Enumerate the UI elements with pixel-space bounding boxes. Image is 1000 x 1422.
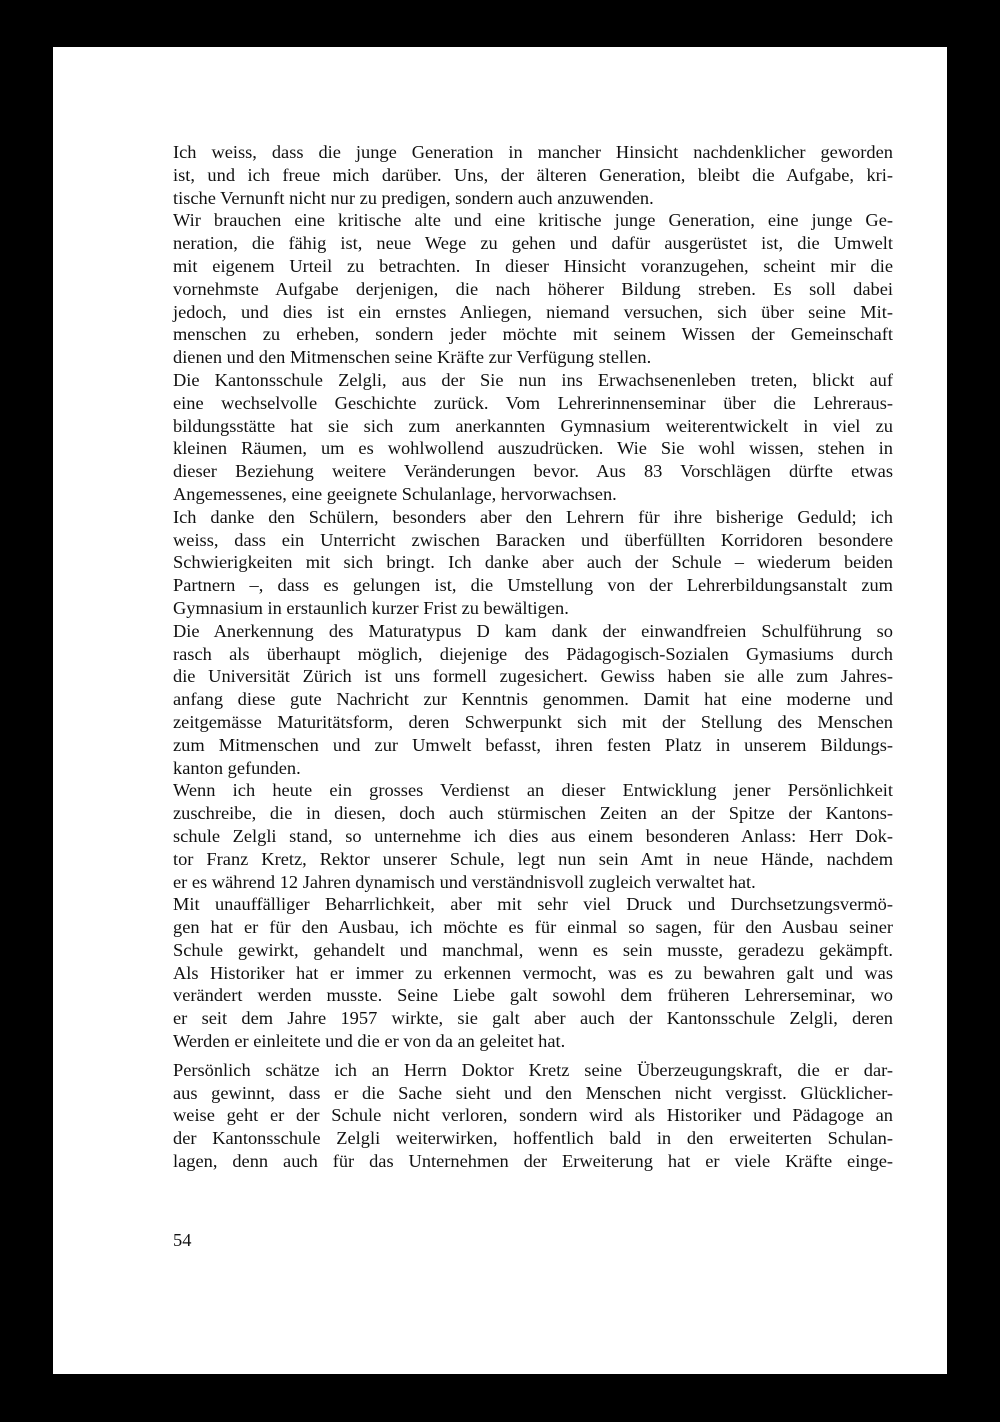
text-line: zum Mitmenschen und zur Umwelt befasst, ihren festen Platz in unserem Bildungs- <box>173 734 893 755</box>
text-line: der Kantonsschule Zelgli weiterwirken, hoffentlich bald in den erweiterten Schulan- <box>173 1128 893 1149</box>
text-line: kanton gefunden. <box>173 757 301 778</box>
text-line: er seit dem Jahre 1957 wirkte, sie galt aber auch der Kantonsschule Zelgli, deren <box>173 1008 893 1029</box>
text-line: neration, die fähig ist, neue Wege zu gehen und dafür ausgerüstet ist, die Umwelt <box>173 233 893 254</box>
text-line: rasch als überhaupt möglich, diejenige des Pädagogisch-Sozialen Gymasiums durch <box>173 643 893 664</box>
body-text <box>173 141 893 1173</box>
paragraph <box>173 209 893 369</box>
text-line: Mit unauffälliger Beharrlichkeit, aber mit sehr viel Druck und Durchsetzungsvermö- <box>173 894 893 915</box>
text-line: Persönlich schätze ich an Herrn Doktor Kretz seine Überzeugungskraft, die er dar- <box>173 1059 893 1080</box>
text-line: mit eigenem Urteil zu betrachten. In dieser Hinsicht voranzugehen, scheint mir die <box>173 255 893 276</box>
text-line: tor Franz Kretz, Rektor unserer Schule, legt nun sein Amt in neue Hände, nachdem <box>173 848 893 869</box>
text-line: Ich danke den Schülern, besonders aber den Lehrern für ihre bisherige Geduld; ich <box>173 506 893 527</box>
text-line: jedoch, und dies ist ein ernstes Anliegen, niemand versuchen, sich über seine Mit- <box>173 301 893 322</box>
text-line: Gymnasium in erstaunlich kurzer Frist zu bewältigen. <box>173 597 569 618</box>
paragraph <box>173 620 893 780</box>
text-line: er es während 12 Jahren dynamisch und verständnisvoll zugleich verwaltet hat. <box>173 871 756 892</box>
text-line: Als Historiker hat er immer zu erkennen vermocht, was es zu bewahren galt und was <box>173 962 893 983</box>
text-line: Wir brauchen eine kritische alte und eine kritische junge Generation, eine junge Ge- <box>173 210 893 231</box>
text-line: Schule gewirkt, gehandelt und manchmal, wenn es sein musste, geradezu gekämpft. <box>173 939 893 960</box>
text-line: dieser Beziehung weitere Veränderungen bevor. Aus 83 Vorschlägen dürfte etwas <box>173 461 893 482</box>
text-line: Partnern –, dass es gelungen ist, die Umstellung von der Lehrerbildungsanstalt zum <box>173 575 893 596</box>
text-line: zeitgemässe Maturitätsform, deren Schwerpunkt sich mit der Stellung des Menschen <box>173 711 893 732</box>
paragraph <box>173 141 893 209</box>
text-line: schule Zelgli stand, so unternehme ich dies aus einem besonderen Anlass: Herr Dok- <box>173 825 893 846</box>
paragraph <box>173 779 893 893</box>
text-line: tische Vernunft nicht nur zu predigen, sondern auch anzuwenden. <box>173 187 654 208</box>
paragraph <box>173 506 893 620</box>
page-number: 54 <box>173 1230 192 1250</box>
text-line: die Universität Zürich ist uns formell zugesichert. Gewiss haben sie alle zum Jahres- <box>173 666 893 687</box>
text-line: eine wechselvolle Geschichte zurück. Vom Lehrerinnenseminar über die Lehreraus- <box>173 392 893 413</box>
text-line: kleinen Räumen, um es wohlwollend auszudrücken. Wie Sie wohl wissen, stehen in <box>173 438 893 459</box>
text-line: Schwierigkeiten mit sich bringt. Ich danke aber auch der Schule – wiederum beiden <box>173 552 893 573</box>
text-line: ist, und ich freue mich darüber. Uns, der älteren Generation, bleibt die Aufgabe, kri- <box>173 164 893 185</box>
text-line: vornehmste Aufgabe derjenigen, die nach höherer Bildung streben. Es soll dabei <box>173 278 893 299</box>
document-page <box>53 47 947 1374</box>
text-line: menschen zu erheben, sondern jeder möchte mit seinem Wissen der Gemeinschaft <box>173 324 893 345</box>
text-line: aus gewinnt, dass er die Sache sieht und den Menschen nicht vergisst. Glücklicher- <box>173 1082 893 1103</box>
text-line: weise geht er der Schule nicht verloren, sondern wird als Historiker und Pädagoge an <box>173 1105 893 1126</box>
text-line: lagen, denn auch für das Unternehmen der Erweiterung hat er viele Kräfte einge- <box>173 1151 893 1172</box>
text-line: gen hat er für den Ausbau, ich möchte es für einmal so sagen, für den Ausbau seiner <box>173 917 893 938</box>
text-line: zuschreibe, die in diesen, doch auch stürmischen Zeiten an der Spitze der Kantons- <box>173 803 893 824</box>
text-line: Ich weiss, dass die junge Generation in mancher Hinsicht nachdenklicher geworden <box>173 142 893 162</box>
text-line: dienen und den Mitmenschen seine Kräfte zur Verfügung stellen. <box>173 347 652 368</box>
text-line: anfang diese gute Nachricht zur Kenntnis genommen. Damit hat eine moderne und <box>173 689 893 710</box>
paragraph <box>173 1059 893 1173</box>
text-line: Werden er einleitete und die er von da an geleitet hat. <box>173 1031 566 1052</box>
text-line: Angemessenes, eine geeignete Schulanlage, hervorwachsen. <box>173 483 617 504</box>
paragraph <box>173 369 893 506</box>
text-line: weiss, dass ein Unterricht zwischen Baracken und überfüllten Korridoren besondere <box>173 529 893 550</box>
text-line: bildungsstätte hat sie sich zum anerkannten Gymnasium weiterentwickelt in viel zu <box>173 415 893 436</box>
paragraph <box>173 893 893 1053</box>
text-line: Die Kantonsschule Zelgli, aus der Sie nun ins Erwachsenenleben treten, blickt auf <box>173 369 893 390</box>
text-line: Die Anerkennung des Maturatypus D kam dank der einwandfreien Schulführung so <box>173 620 893 641</box>
text-line: Wenn ich heute ein grosses Verdienst an dieser Entwicklung jener Persönlichkeit <box>173 780 893 801</box>
text-line: verändert werden musste. Seine Liebe galt sowohl dem früheren Lehrerseminar, wo <box>173 985 893 1006</box>
